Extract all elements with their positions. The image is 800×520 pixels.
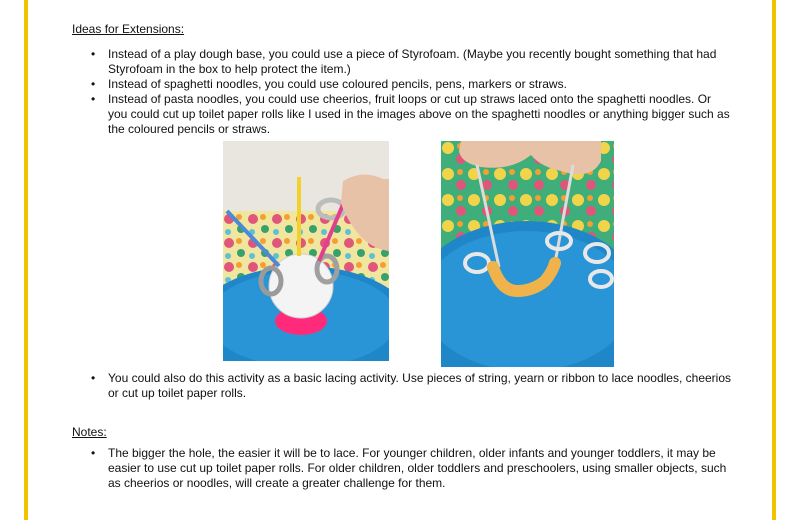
document-body xyxy=(72,22,732,491)
notes-list xyxy=(72,446,732,491)
list-item: • The bigger the hole, the easier it will be to lace. For younger children, older infants and younger toddlers, it may be easier to use cut up toilet paper rolls. For older children, older toddlers and preschoolers, using smaller objects, such as cheerios or noodles, will create a greater challenge for them. xyxy=(72,446,732,491)
playdough-with-straws-photo xyxy=(223,141,389,361)
extensions-list-continued xyxy=(72,371,732,401)
notes-heading: Notes: xyxy=(72,425,107,439)
hand-lacing-noodles-photo xyxy=(441,141,614,367)
extensions-heading: Ideas for Extensions: xyxy=(72,22,185,36)
list-item: • Instead of pasta noodles, you could use cheerios, fruit loops or cut up straws laced onto the spaghetti noodles. Or you could cut up toilet paper rolls like I used in the images above on the spaghetti noodles or anything bigger such as the coloured pencils or straws. xyxy=(72,92,732,137)
list-item: • Instead of spaghetti noodles, you could use coloured pencils, pens, markers or straws. xyxy=(72,77,732,92)
page-border-right xyxy=(772,0,776,520)
page-border-left xyxy=(24,0,28,520)
list-item: • Instead of a play dough base, you could use a piece of Styrofoam. (Maybe you recently bought something that had Styrofoam in the box to help protect the item.) xyxy=(72,47,732,77)
list-item: • You could also do this activity as a basic lacing activity. Use pieces of string, yearn or ribbon to lace noodles, cheerios or cut up toilet paper rolls. xyxy=(72,371,732,401)
photo-row xyxy=(72,141,732,367)
extensions-list xyxy=(72,47,732,137)
